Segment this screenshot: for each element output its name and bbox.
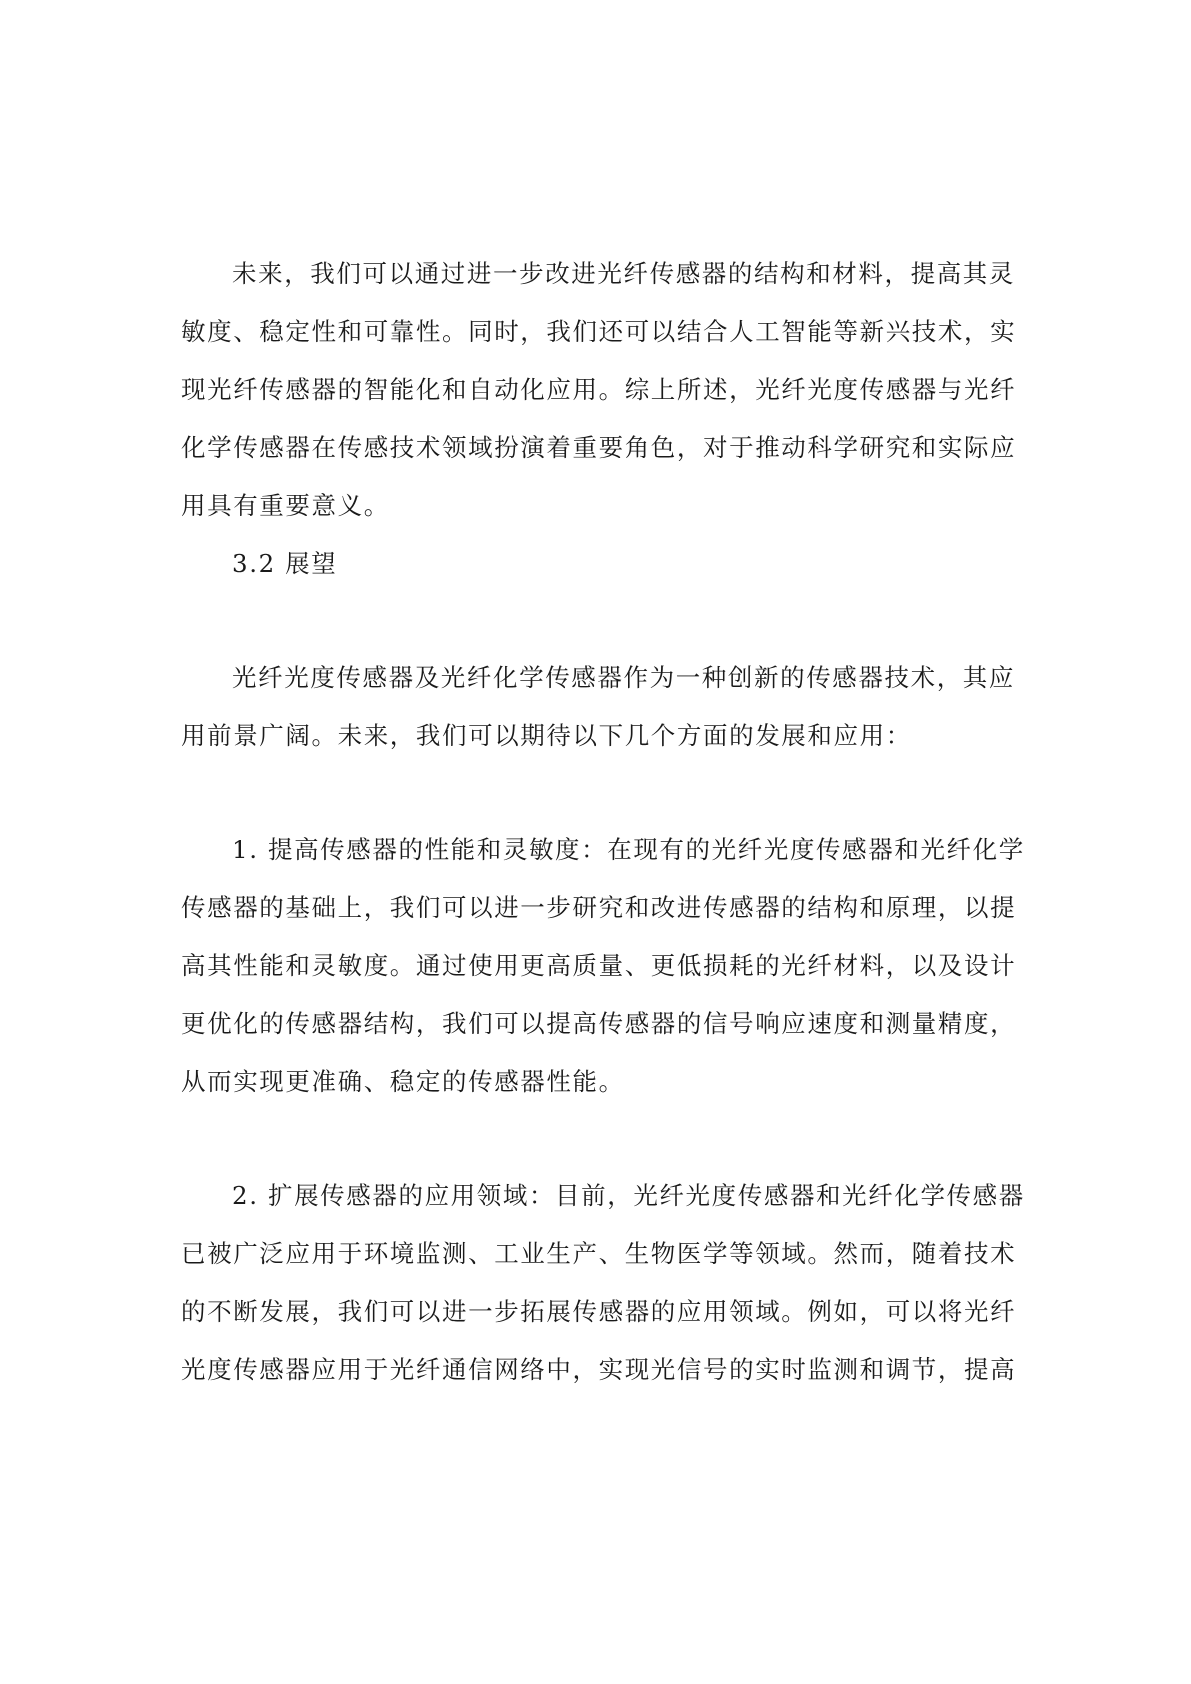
paragraph-line: 用具有重要意义。 <box>181 491 390 520</box>
paragraph-line: 更优化的传感器结构，我们可以提高传感器的信号响应速度和测量精度， <box>181 1009 1017 1038</box>
paragraph-line: 1. 提高传感器的性能和灵敏度：在现有的光纤光度传感器和光纤化学 <box>232 835 1025 864</box>
section-heading: 3.2 展望 <box>232 549 338 578</box>
paragraph-line: 敏度、稳定性和可靠性。同时，我们还可以结合人工智能等新兴技术，实 <box>181 317 1017 346</box>
paragraph-line: 的不断发展，我们可以进一步拓展传感器的应用领域。例如，可以将光纤 <box>181 1297 1017 1326</box>
paragraph-line: 化学传感器在传感技术领域扮演着重要角色，对于推动科学研究和实际应 <box>181 433 1017 462</box>
paragraph-line: 未来，我们可以通过进一步改进光纤传感器的结构和材料，提高其灵 <box>232 259 1015 288</box>
paragraph-line: 光纤光度传感器及光纤化学传感器作为一种创新的传感器技术，其应 <box>232 663 1015 692</box>
paragraph-line: 用前景广阔。未来，我们可以期待以下几个方面的发展和应用： <box>181 721 912 750</box>
paragraph-line: 从而实现更准确、稳定的传感器性能。 <box>181 1067 625 1096</box>
paragraph-line: 光度传感器应用于光纤通信网络中，实现光信号的实时监测和调节，提高 <box>181 1355 1017 1384</box>
paragraph-line: 2. 扩展传感器的应用领域：目前，光纤光度传感器和光纤化学传感器 <box>232 1181 1025 1210</box>
paragraph-line: 现光纤传感器的智能化和自动化应用。综上所述，光纤光度传感器与光纤 <box>181 375 1017 404</box>
paragraph-line: 传感器的基础上，我们可以进一步研究和改进传感器的结构和原理，以提 <box>181 893 1017 922</box>
paragraph-line: 高其性能和灵敏度。通过使用更高质量、更低损耗的光纤材料，以及设计 <box>181 951 1017 980</box>
paragraph-line: 已被广泛应用于环境监测、工业生产、生物医学等领域。然而，随着技术 <box>181 1239 1017 1268</box>
